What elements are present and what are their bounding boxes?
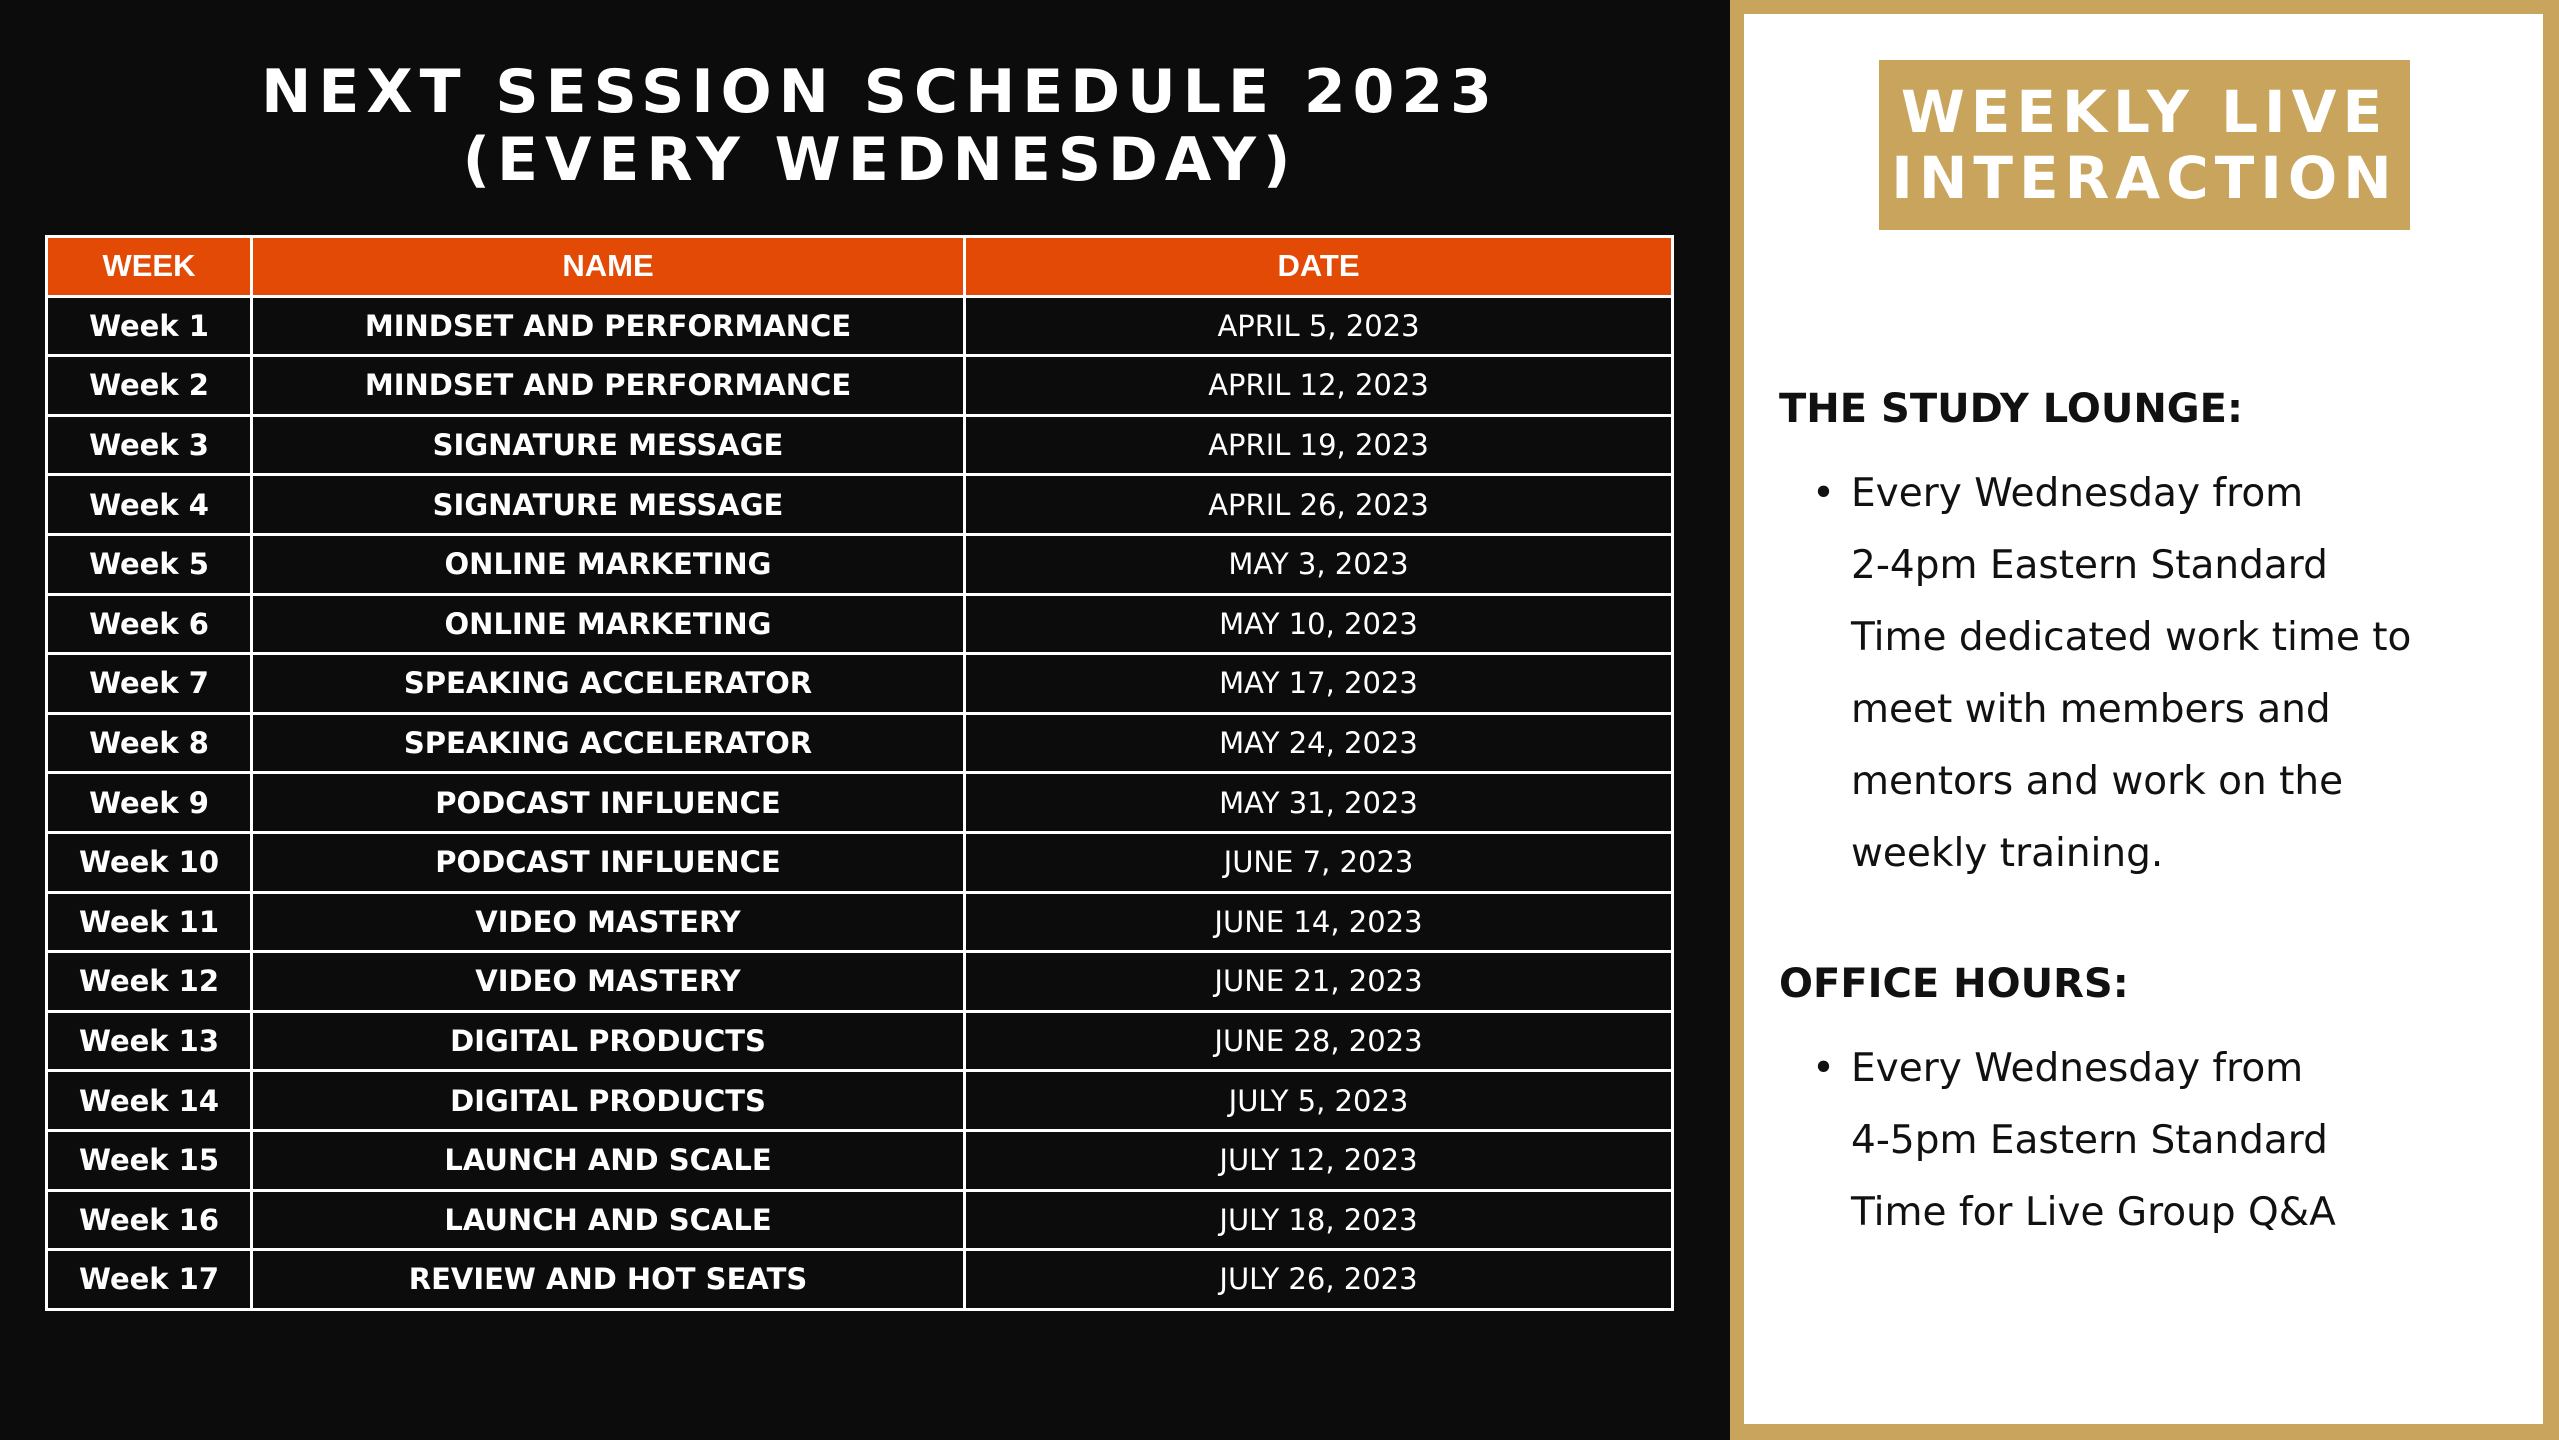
name-cell: MINDSET AND PERFORMANCE — [252, 296, 965, 356]
table-row — [47, 415, 1673, 475]
table-row — [47, 1071, 1673, 1131]
table-row — [47, 892, 1673, 952]
text-line: meet with members and — [1851, 687, 2331, 732]
week-cell: Week 5 — [47, 534, 252, 594]
table-row — [47, 654, 1673, 714]
text-line: Every Wednesday from — [1851, 1046, 2304, 1091]
week-cell: Week 2 — [47, 356, 252, 416]
week-cell: Week 3 — [47, 415, 252, 475]
table-row — [47, 1190, 1673, 1250]
date-cell: JULY 5, 2023 — [965, 1071, 1673, 1131]
week-cell: Week 16 — [47, 1190, 252, 1250]
week-cell: Week 15 — [47, 1130, 252, 1190]
name-cell: LAUNCH AND SCALE — [252, 1130, 965, 1190]
column-header-week: WEEK — [47, 237, 252, 297]
table-header-row — [47, 237, 1673, 297]
weekly-live-badge — [1879, 60, 2410, 230]
text-line: mentors and work on the — [1851, 759, 2344, 804]
study-lounge-title: THE STUDY LOUNGE: — [1779, 386, 2243, 432]
table-row — [47, 534, 1673, 594]
table-row — [47, 1130, 1673, 1190]
date-cell: JULY 26, 2023 — [965, 1250, 1673, 1310]
date-cell: JULY 12, 2023 — [965, 1130, 1673, 1190]
week-cell: Week 4 — [47, 475, 252, 535]
date-cell: APRIL 5, 2023 — [965, 296, 1673, 356]
table-row — [47, 773, 1673, 833]
name-cell: SIGNATURE MESSAGE — [252, 475, 965, 535]
bullet-dot: • — [1812, 1046, 1836, 1091]
date-cell: MAY 17, 2023 — [965, 654, 1673, 714]
date-cell: JUNE 28, 2023 — [965, 1011, 1673, 1071]
office-hours-text — [1851, 1033, 2336, 1249]
date-cell: JUNE 14, 2023 — [965, 892, 1673, 952]
date-cell: APRIL 26, 2023 — [965, 475, 1673, 535]
name-cell: DIGITAL PRODUCTS — [252, 1011, 965, 1071]
text-line: weekly training. — [1851, 831, 2164, 876]
date-cell: MAY 31, 2023 — [965, 773, 1673, 833]
date-cell: JUNE 7, 2023 — [965, 832, 1673, 892]
name-cell: SPEAKING ACCELERATOR — [252, 654, 965, 714]
name-cell: PODCAST INFLUENCE — [252, 773, 965, 833]
text-line: 4-5pm Eastern Standard — [1851, 1118, 2328, 1163]
study-lounge-text — [1851, 458, 2411, 890]
week-cell: Week 10 — [47, 832, 252, 892]
name-cell: PODCAST INFLUENCE — [252, 832, 965, 892]
name-cell: MINDSET AND PERFORMANCE — [252, 356, 965, 416]
week-cell: Week 8 — [47, 713, 252, 773]
weekly-live-card — [1744, 14, 2543, 1424]
text-line: Time dedicated work time to — [1851, 615, 2412, 660]
name-cell: REVIEW AND HOT SEATS — [252, 1250, 965, 1310]
schedule-title — [0, 58, 1760, 194]
table-row — [47, 296, 1673, 356]
column-header-date: DATE — [965, 237, 1673, 297]
table-row — [47, 356, 1673, 416]
name-cell: ONLINE MARKETING — [252, 534, 965, 594]
table-row — [47, 1011, 1673, 1071]
name-cell: SPEAKING ACCELERATOR — [252, 713, 965, 773]
table-row — [47, 1250, 1673, 1310]
week-cell: Week 1 — [47, 296, 252, 356]
bullet-dot: • — [1812, 471, 1836, 516]
week-cell: Week 11 — [47, 892, 252, 952]
column-header-name: NAME — [252, 237, 965, 297]
weekly-live-panel — [1730, 0, 2559, 1440]
schedule-table — [45, 235, 1674, 1311]
date-cell: MAY 3, 2023 — [965, 534, 1673, 594]
week-cell: Week 17 — [47, 1250, 252, 1310]
week-cell: Week 6 — [47, 594, 252, 654]
office-hours-title: OFFICE HOURS: — [1779, 961, 2129, 1007]
schedule-title-line1: NEXT SESSION SCHEDULE 2023 — [261, 57, 1499, 127]
table-row — [47, 475, 1673, 535]
table-row — [47, 713, 1673, 773]
name-cell: LAUNCH AND SCALE — [252, 1190, 965, 1250]
week-cell: Week 13 — [47, 1011, 252, 1071]
week-cell: Week 14 — [47, 1071, 252, 1131]
table-row — [47, 832, 1673, 892]
week-cell: Week 12 — [47, 952, 252, 1012]
text-line: 2-4pm Eastern Standard — [1851, 543, 2328, 588]
schedule-table-body — [47, 296, 1673, 1309]
name-cell: DIGITAL PRODUCTS — [252, 1071, 965, 1131]
date-cell: APRIL 19, 2023 — [965, 415, 1673, 475]
week-cell: Week 7 — [47, 654, 252, 714]
text-line: Every Wednesday from — [1851, 471, 2304, 516]
name-cell: VIDEO MASTERY — [252, 892, 965, 952]
date-cell: JUNE 21, 2023 — [965, 952, 1673, 1012]
date-cell: MAY 24, 2023 — [965, 713, 1673, 773]
schedule-title-line2: (EVERY WEDNESDAY) — [462, 125, 1298, 195]
name-cell: ONLINE MARKETING — [252, 594, 965, 654]
name-cell: SIGNATURE MESSAGE — [252, 415, 965, 475]
text-line: Time for Live Group Q&A — [1851, 1190, 2336, 1235]
badge-line1: WEEKLY LIVE — [1900, 78, 2389, 146]
name-cell: VIDEO MASTERY — [252, 952, 965, 1012]
table-row — [47, 952, 1673, 1012]
week-cell: Week 9 — [47, 773, 252, 833]
badge-line2: INTERACTION — [1891, 144, 2398, 212]
date-cell: JULY 18, 2023 — [965, 1190, 1673, 1250]
date-cell: APRIL 12, 2023 — [965, 356, 1673, 416]
table-row — [47, 594, 1673, 654]
date-cell: MAY 10, 2023 — [965, 594, 1673, 654]
